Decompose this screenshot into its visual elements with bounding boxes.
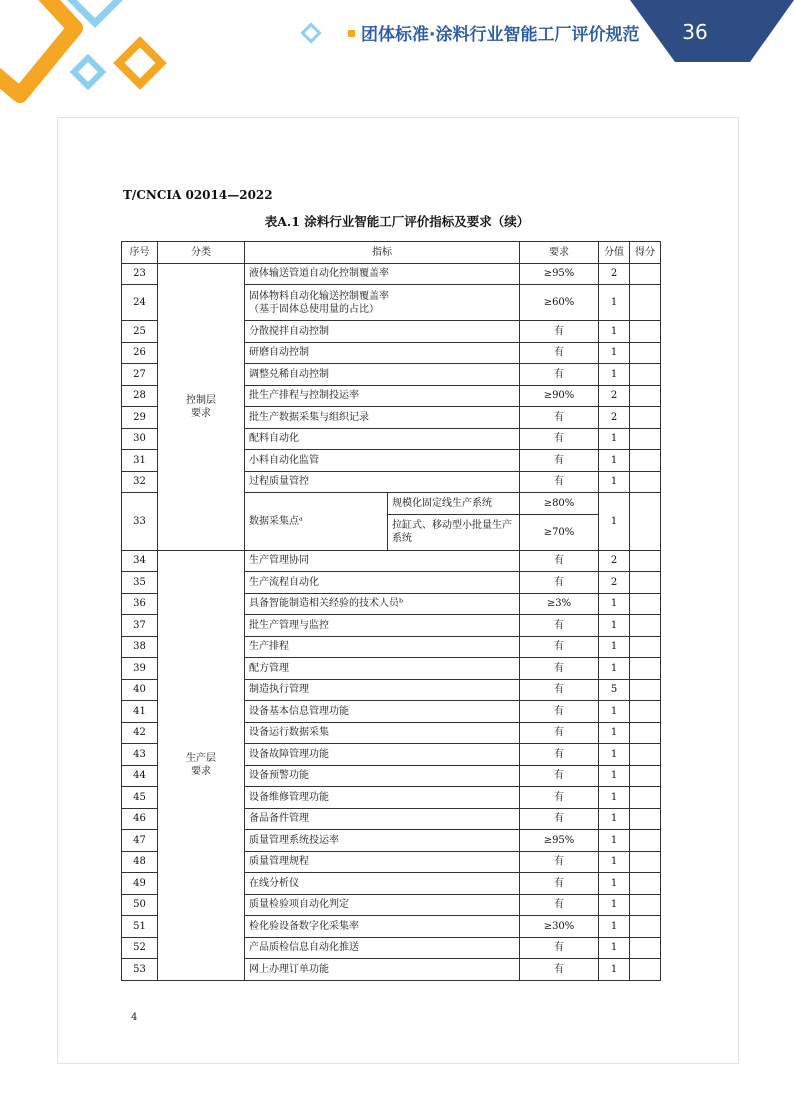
row-points (630, 851, 661, 873)
row-indicator: 分散搅拌自动控制 (245, 321, 520, 343)
row-seq: 40 (122, 679, 158, 701)
row-score: 1 (599, 830, 630, 852)
row-score: 1 (599, 937, 630, 959)
row-requirement: 有 (520, 342, 599, 364)
row-score: 1 (599, 493, 630, 551)
row-requirement: 有 (520, 471, 599, 493)
row-points (630, 321, 661, 343)
row-score: 1 (599, 744, 630, 766)
row-score: 1 (599, 658, 630, 680)
row-indicator: 具备智能制造相关经验的技术人员ᵇ (245, 593, 520, 615)
row-points (630, 428, 661, 450)
row-seq: 28 (122, 385, 158, 407)
row-score: 5 (599, 679, 630, 701)
row-score: 1 (599, 615, 630, 637)
row-indicator: 在线分析仪 (245, 873, 520, 895)
row-requirement: 有 (520, 959, 599, 981)
table-caption: 表A.1 涂料行业智能工厂评价指标及要求（续） (264, 214, 530, 229)
row-seq: 29 (122, 407, 158, 429)
row-seq: 24 (122, 285, 158, 321)
row-score: 2 (599, 385, 630, 407)
row-indicator: 质量检验项自动化判定 (245, 894, 520, 916)
page-tab (630, 0, 794, 62)
row-requirement: 有 (520, 364, 599, 386)
row-score: 1 (599, 701, 630, 723)
row-indicator: 网上办理订单功能 (245, 959, 520, 981)
header-category: 分类 (158, 242, 245, 264)
row-seq: 34 (122, 550, 158, 572)
row-indicator: 调整兑稀自动控制 (245, 364, 520, 386)
row-points (630, 385, 661, 407)
row-points (630, 450, 661, 472)
row-requirement: 有 (520, 679, 599, 701)
row-points (630, 407, 661, 429)
row-seq: 27 (122, 364, 158, 386)
row-score: 1 (599, 894, 630, 916)
row-seq: 39 (122, 658, 158, 680)
row-score: 2 (599, 572, 630, 594)
header-points: 得分 (630, 242, 661, 264)
row-seq: 23 (122, 263, 158, 285)
row-seq: 30 (122, 428, 158, 450)
row-seq: 31 (122, 450, 158, 472)
row-indicator: 制造执行管理 (245, 679, 520, 701)
row-seq: 43 (122, 744, 158, 766)
row-indicator: 配料自动化 (245, 428, 520, 450)
header-diamond-icon (300, 22, 322, 44)
row-seq: 52 (122, 937, 158, 959)
row-indicator: 生产管理协同 (245, 550, 520, 572)
row-requirement: 有 (520, 744, 599, 766)
header-requirement: 要求 (520, 242, 599, 264)
category-production: 生产层要求 (158, 550, 245, 980)
row-score: 1 (599, 636, 630, 658)
row-indicator: 设备维修管理功能 (245, 787, 520, 809)
row-seq: 33 (122, 493, 158, 551)
row-seq: 26 (122, 342, 158, 364)
row-indicator: 数据采集点ᵃ (245, 493, 388, 551)
row-points (630, 722, 661, 744)
row-sub-indicator: 拉缸式、移动型小批量生产系统 (388, 514, 520, 550)
header-square-icon (348, 30, 355, 37)
row-indicator: 液体输送管道自动化控制覆盖率 (245, 263, 520, 285)
row-indicator: 产品质检信息自动化推送 (245, 937, 520, 959)
row-requirement: ≥60% (520, 285, 599, 321)
row-score: 1 (599, 916, 630, 938)
row-score: 1 (599, 722, 630, 744)
row-score: 1 (599, 808, 630, 830)
row-points (630, 636, 661, 658)
row-indicator: 设备运行数据采集 (245, 722, 520, 744)
row-seq: 46 (122, 808, 158, 830)
row-seq: 53 (122, 959, 158, 981)
row-points (630, 787, 661, 809)
row-indicator: 过程质量管控 (245, 471, 520, 493)
table-row (122, 550, 661, 572)
row-points (630, 364, 661, 386)
row-score: 1 (599, 364, 630, 386)
row-requirement: 有 (520, 428, 599, 450)
row-indicator: 质量管理规程 (245, 851, 520, 873)
row-requirement: ≥90% (520, 385, 599, 407)
row-points (630, 550, 661, 572)
category-control: 控制层要求 (158, 263, 245, 550)
row-indicator: 设备基本信息管理功能 (245, 701, 520, 723)
row-seq: 45 (122, 787, 158, 809)
row-points (630, 894, 661, 916)
row-score: 1 (599, 428, 630, 450)
row-score: 1 (599, 873, 630, 895)
row-points (630, 873, 661, 895)
row-indicator: 固体物料自动化输送控制覆盖率 （基于固体总使用量的占比） (245, 285, 520, 321)
row-points (630, 744, 661, 766)
row-points (630, 701, 661, 723)
evaluation-table (121, 241, 661, 981)
row-score: 1 (599, 765, 630, 787)
row-score: 1 (599, 851, 630, 873)
row-points (630, 808, 661, 830)
page-number: 36 (682, 20, 708, 44)
row-points (630, 471, 661, 493)
row-indicator: 设备预警功能 (245, 765, 520, 787)
row-points (630, 572, 661, 594)
row-score: 1 (599, 959, 630, 981)
row-requirement: 有 (520, 321, 599, 343)
header-seq: 序号 (122, 242, 158, 264)
row-points (630, 937, 661, 959)
row-points (630, 765, 661, 787)
row-indicator: 生产排程 (245, 636, 520, 658)
header-score: 分值 (599, 242, 630, 264)
row-requirement: 有 (520, 572, 599, 594)
row-indicator: 备品备件管理 (245, 808, 520, 830)
row-requirement: 有 (520, 701, 599, 723)
row-seq: 48 (122, 851, 158, 873)
row-points (630, 959, 661, 981)
row-requirement: 有 (520, 550, 599, 572)
row-score: 2 (599, 550, 630, 572)
row-requirement: 有 (520, 636, 599, 658)
row-seq: 36 (122, 593, 158, 615)
row-indicator: 研磨自动控制 (245, 342, 520, 364)
row-requirement: 有 (520, 658, 599, 680)
row-score: 1 (599, 342, 630, 364)
row-indicator: 质量管理系统投运率 (245, 830, 520, 852)
row-requirement: 有 (520, 407, 599, 429)
row-score: 1 (599, 787, 630, 809)
row-seq: 32 (122, 471, 158, 493)
row-score: 2 (599, 263, 630, 285)
row-requirement: ≥95% (520, 830, 599, 852)
row-seq: 51 (122, 916, 158, 938)
row-seq: 35 (122, 572, 158, 594)
row-points (630, 679, 661, 701)
row-seq: 25 (122, 321, 158, 343)
row-indicator: 配方管理 (245, 658, 520, 680)
row-requirement: 有 (520, 450, 599, 472)
row-points (630, 615, 661, 637)
row-seq: 42 (122, 722, 158, 744)
row-points (630, 493, 661, 551)
row-points (630, 593, 661, 615)
row-requirement: 有 (520, 808, 599, 830)
row-seq: 41 (122, 701, 158, 723)
row-requirement: 有 (520, 615, 599, 637)
row-indicator: 批生产管理与监控 (245, 615, 520, 637)
row-points (630, 658, 661, 680)
row-requirement: 有 (520, 894, 599, 916)
row-requirement: 有 (520, 937, 599, 959)
row-seq: 47 (122, 830, 158, 852)
row-indicator: 检化验设备数字化采集率 (245, 916, 520, 938)
decorative-diamonds (0, 0, 200, 110)
row-requirement: 有 (520, 765, 599, 787)
row-score: 1 (599, 471, 630, 493)
table-header-row (122, 242, 661, 264)
row-score: 1 (599, 450, 630, 472)
row-indicator: 生产流程自动化 (245, 572, 520, 594)
header-title-text: 团体标准·涂料行业智能工厂评价规范 (361, 25, 640, 45)
row-seq: 37 (122, 615, 158, 637)
row-seq: 49 (122, 873, 158, 895)
row-points (630, 916, 661, 938)
row-requirement: ≥30% (520, 916, 599, 938)
row-indicator: 设备故障管理功能 (245, 744, 520, 766)
row-indicator: 小料自动化监管 (245, 450, 520, 472)
header-title (348, 20, 639, 45)
row-requirement: ≥3% (520, 593, 599, 615)
row-score: 1 (599, 285, 630, 321)
row-seq: 44 (122, 765, 158, 787)
row-points (630, 830, 661, 852)
row-requirement: 有 (520, 722, 599, 744)
row-score: 1 (599, 593, 630, 615)
row-requirement: 有 (520, 851, 599, 873)
footer-page-number: 4 (131, 1012, 138, 1023)
row-requirement: ≥80% (520, 493, 599, 515)
document-id: T/CNCIA 02014—2022 (123, 188, 273, 202)
row-score: 2 (599, 407, 630, 429)
row-sub-indicator: 规模化固定线生产系统 (388, 493, 520, 515)
row-points (630, 342, 661, 364)
row-requirement: 有 (520, 873, 599, 895)
row-seq: 38 (122, 636, 158, 658)
row-score: 1 (599, 321, 630, 343)
row-seq: 50 (122, 894, 158, 916)
row-points (630, 285, 661, 321)
row-indicator-note: （基于固体总使用量的占比） (249, 303, 379, 315)
row-indicator: 批生产排程与控制投运率 (245, 385, 520, 407)
row-requirement: 有 (520, 787, 599, 809)
header-indicator: 指标 (245, 242, 520, 264)
row-requirement: ≥70% (520, 514, 599, 550)
table-row (122, 263, 661, 285)
row-requirement: ≥95% (520, 263, 599, 285)
row-points (630, 263, 661, 285)
row-indicator: 批生产数据采集与组织记录 (245, 407, 520, 429)
